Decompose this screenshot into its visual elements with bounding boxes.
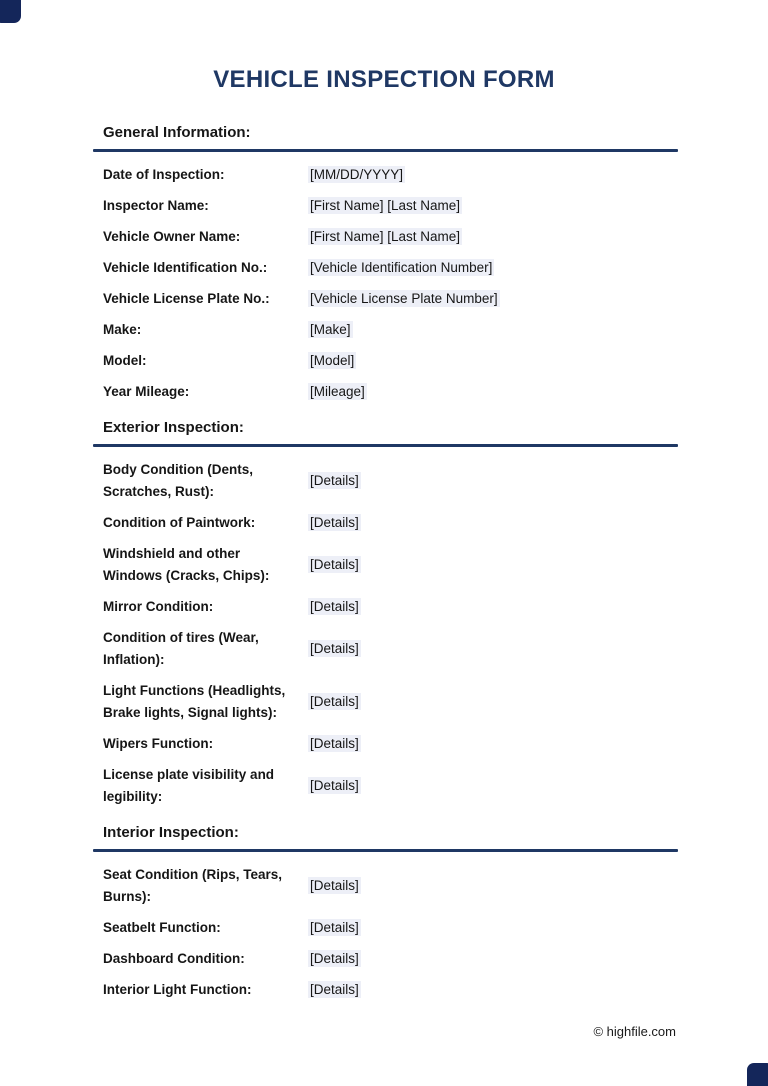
form-row (103, 543, 680, 587)
field-label: Vehicle Identification No.: (103, 260, 268, 275)
form-row (103, 733, 680, 755)
field-value-placeholder[interactable]: [Details] (310, 920, 359, 935)
field-label: Inspector Name: (103, 198, 209, 213)
field-value-cell (308, 381, 680, 403)
field-value-placeholder[interactable]: [Vehicle Identification Number] (310, 260, 493, 275)
field-value-cell (308, 164, 680, 186)
field-label: Make: (103, 322, 142, 337)
form-row (103, 596, 680, 618)
field-label: Seat Condition (Rips, Tears, Burns): (103, 867, 283, 904)
field-value-cell (308, 596, 680, 618)
field-label: License plate visibility and legibility: (103, 767, 275, 804)
field-value-placeholder[interactable]: [Details] (310, 951, 359, 966)
section-heading: Interior Inspection: (103, 824, 239, 841)
form-row (103, 864, 680, 908)
field-label: Vehicle License Plate No.: (103, 291, 270, 306)
field-value-placeholder[interactable]: [Details] (310, 736, 359, 751)
field-label: Interior Light Function: (103, 982, 252, 997)
field-label: Seatbelt Function: (103, 920, 221, 935)
form-row (103, 195, 680, 217)
field-value-placeholder[interactable]: [Details] (310, 515, 359, 530)
field-value-placeholder[interactable]: [First Name] [Last Name] (310, 198, 461, 213)
section-rows (103, 164, 680, 403)
field-value-placeholder[interactable]: [Model] (310, 353, 355, 368)
field-value-placeholder[interactable]: [Details] (310, 641, 359, 656)
field-value-cell (308, 470, 680, 492)
field-label: Windshield and other Windows (Cracks, Chips): (103, 546, 270, 583)
section-heading: Exterior Inspection: (103, 419, 244, 436)
field-label: Model: (103, 353, 147, 368)
field-value-cell (308, 350, 680, 372)
field-value-placeholder[interactable]: [MM/DD/YYYY] (310, 167, 404, 182)
field-label: Body Condition (Dents, Scratches, Rust): (103, 462, 253, 499)
field-value-cell (308, 195, 680, 217)
field-value-cell (308, 917, 680, 939)
form-content (103, 124, 680, 1001)
field-value-cell (308, 554, 680, 576)
field-label: Mirror Condition: (103, 599, 214, 614)
field-value-placeholder[interactable]: [Details] (310, 473, 359, 488)
form-row (103, 979, 680, 1001)
form-row (103, 288, 680, 310)
form-row (103, 381, 680, 403)
field-value-placeholder[interactable]: [Make] (310, 322, 351, 337)
field-label: Dashboard Condition: (103, 951, 245, 966)
field-value-placeholder[interactable]: [Details] (310, 778, 359, 793)
field-label: Wipers Function: (103, 736, 214, 751)
section-divider (93, 149, 678, 152)
form-row (103, 948, 680, 970)
form-row (103, 226, 680, 248)
field-value-placeholder[interactable]: [Mileage] (310, 384, 365, 399)
field-value-placeholder[interactable]: [Details] (310, 694, 359, 709)
form-row (103, 627, 680, 671)
section-heading: General Information: (103, 124, 251, 141)
form-section (103, 419, 680, 808)
footer-credit: © highfile.com (593, 1024, 676, 1039)
form-row (103, 319, 680, 341)
field-value-cell (308, 979, 680, 1001)
field-value-placeholder[interactable]: [Details] (310, 557, 359, 572)
field-label: Year Mileage: (103, 384, 190, 399)
form-row (103, 164, 680, 186)
field-value-placeholder[interactable]: [Details] (310, 878, 359, 893)
form-row (103, 680, 680, 724)
form-section (103, 824, 680, 1001)
field-label: Light Functions (Headlights, Brake lights, Signal lights): (103, 683, 286, 720)
field-value-cell (308, 226, 680, 248)
form-row (103, 257, 680, 279)
field-value-placeholder[interactable]: [First Name] [Last Name] (310, 229, 461, 244)
section-rows (103, 459, 680, 808)
form-row (103, 917, 680, 939)
field-value-cell (308, 319, 680, 341)
field-label: Vehicle Owner Name: (103, 229, 241, 244)
field-value-placeholder[interactable]: [Details] (310, 982, 359, 997)
form-row (103, 350, 680, 372)
page-title: VEHICLE INSPECTION FORM (213, 66, 555, 93)
section-divider (93, 849, 678, 852)
corner-accent-bottom-right (747, 1063, 768, 1086)
field-value-placeholder[interactable]: [Details] (310, 599, 359, 614)
field-value-placeholder[interactable]: [Vehicle License Plate Number] (310, 291, 498, 306)
field-value-cell (308, 948, 680, 970)
form-row (103, 459, 680, 503)
section-divider (93, 444, 678, 447)
field-label: Condition of tires (Wear, Inflation): (103, 630, 259, 667)
field-value-cell (308, 875, 680, 897)
form-section (103, 124, 680, 403)
form-row (103, 512, 680, 534)
corner-accent-top-left (0, 0, 21, 23)
field-value-cell (308, 257, 680, 279)
section-rows (103, 864, 680, 1001)
field-value-cell (308, 775, 680, 797)
field-value-cell (308, 288, 680, 310)
field-value-cell (308, 512, 680, 534)
field-value-cell (308, 638, 680, 660)
field-label: Date of Inspection: (103, 167, 225, 182)
field-value-cell (308, 733, 680, 755)
form-row (103, 764, 680, 808)
field-label: Condition of Paintwork: (103, 515, 256, 530)
field-value-cell (308, 691, 680, 713)
